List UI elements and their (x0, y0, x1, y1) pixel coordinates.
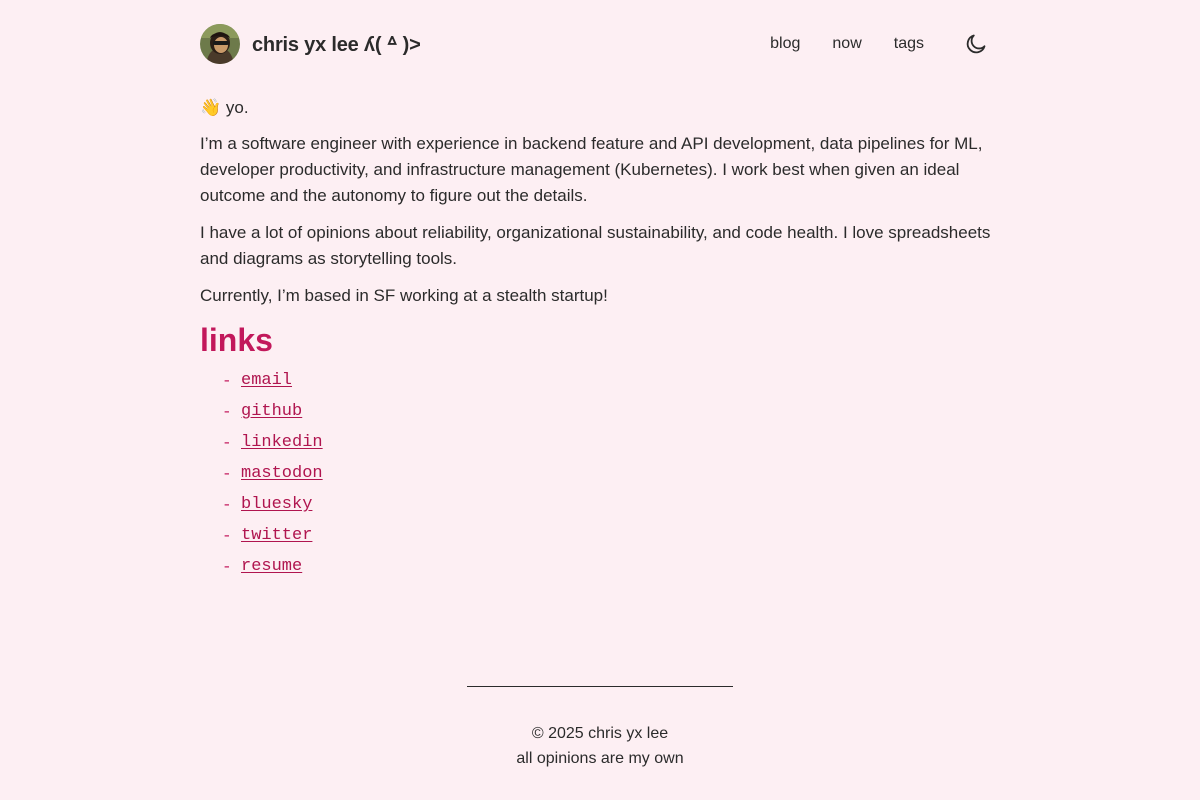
link-bluesky[interactable]: bluesky (241, 495, 313, 514)
nav-item-now[interactable]: now (832, 35, 862, 52)
avatar[interactable] (200, 24, 240, 64)
avatar-image (200, 24, 240, 64)
moon-icon (964, 32, 988, 56)
nav-item-blog[interactable]: blog (770, 35, 801, 52)
link-linkedin[interactable]: linkedin (241, 433, 323, 452)
site-title[interactable]: chris yx lee ʎ( ᐞ )> (252, 33, 421, 56)
link-twitter[interactable]: twitter (241, 526, 313, 545)
link-email[interactable]: email (241, 371, 293, 390)
intro-paragraph: Currently, I’m based in SF working at a stealth startup! (200, 286, 608, 305)
list-item (222, 427, 992, 458)
disclaimer-text: all opinions are my own (516, 750, 684, 767)
list-item (222, 520, 992, 551)
list-item (222, 396, 992, 427)
links-list (200, 365, 992, 582)
nav-item-tags[interactable]: tags (893, 35, 924, 52)
main-content (200, 95, 992, 582)
copyright-text: © 2025 chris yx lee (531, 725, 669, 742)
list-bullet: - (222, 371, 232, 390)
link-mastodon[interactable]: mastodon (241, 464, 323, 483)
footer-divider (467, 686, 733, 687)
intro-paragraph: I’m a software engineer with experience in backend feature and API development, data pipelines for ML, developer productivity, and infrastructure management (Kubernetes). I work best when given an ideal outcome and the autonomy to figure out the details. (200, 134, 983, 205)
intro-paragraph: I have a lot of opinions about reliability, organizational sustainability, and code health. I love spreadsheets and diagrams as storytelling tools. (200, 223, 991, 268)
list-item (222, 489, 992, 520)
list-item (222, 365, 992, 396)
greeting: 👋 yo. (200, 98, 249, 117)
list-item (222, 551, 992, 582)
theme-toggle-button[interactable] (962, 30, 990, 58)
list-bullet: - (222, 557, 232, 576)
main-nav (770, 35, 924, 53)
list-bullet: - (222, 464, 232, 483)
list-bullet: - (222, 402, 232, 421)
list-item (222, 458, 992, 489)
site-header (200, 23, 990, 65)
list-bullet: - (222, 526, 232, 545)
links-heading: links (200, 322, 273, 358)
site-footer (0, 686, 1200, 771)
list-bullet: - (222, 495, 232, 514)
list-bullet: - (222, 433, 232, 452)
link-github[interactable]: github (241, 402, 303, 421)
link-resume[interactable]: resume (241, 557, 303, 576)
